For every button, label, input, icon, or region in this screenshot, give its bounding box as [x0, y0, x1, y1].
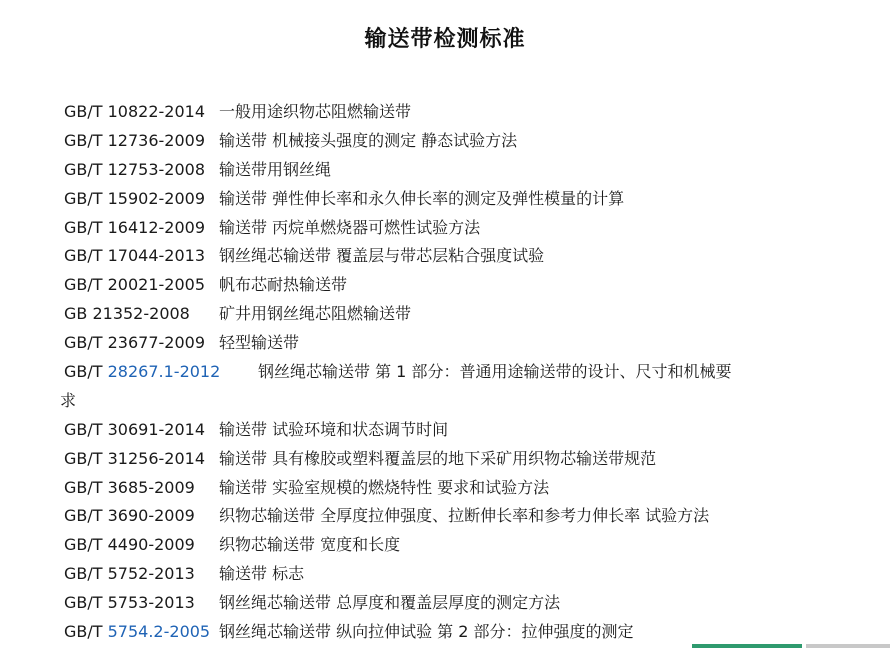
standard-row: [0, 127, 890, 156]
standard-code: [64, 358, 221, 387]
standard-title: 输送带 标志: [219, 564, 305, 584]
standard-code-prefix: GB/T 12753-2008: [64, 159, 206, 179]
standard-title: 钢丝绳芯输送带 覆盖层与带芯层粘合强度试验: [219, 246, 545, 266]
standard-row: [0, 589, 890, 618]
standard-code: [64, 127, 214, 156]
standard-code-prefix: GB/T 31256-2014: [64, 448, 206, 468]
standard-title: 织物芯输送带 宽度和长度: [219, 535, 401, 555]
standard-row: [0, 242, 890, 271]
standard-title: 织物芯输送带 全厚度拉伸强度、拉断伸长率和参考力伸长率 试验方法: [219, 506, 710, 526]
standard-code-prefix: GB/T 4490-2009: [64, 535, 195, 555]
standard-code: [64, 300, 214, 329]
standard-code: [64, 618, 214, 647]
standard-code: [64, 416, 214, 445]
standards-list: [0, 98, 890, 647]
standard-row: [0, 156, 890, 185]
standard-title: 钢丝绳芯输送带 第 1 部分：普通用途输送带的设计、尺寸和机械要: [258, 362, 732, 382]
standard-code-prefix: GB/T 12736-2009: [64, 130, 206, 150]
standard-row: [0, 618, 890, 647]
standard-row: [0, 300, 890, 329]
standard-title: 钢丝绳芯输送带 纵向拉伸试验 第 2 部分：拉伸强度的测定: [219, 622, 634, 642]
standard-code: [64, 589, 214, 618]
standard-code-prefix: GB/T 17044-2013: [64, 246, 206, 266]
standard-title: 轻型输送带: [219, 333, 300, 353]
standard-row: [0, 502, 890, 531]
standard-row: [0, 271, 890, 300]
standard-code-link[interactable]: 5754.2-2005: [107, 622, 211, 642]
standard-row: [0, 358, 890, 416]
standard-code: [64, 474, 214, 503]
standard-code-prefix: GB/T 30691-2014: [64, 419, 206, 439]
standard-code-prefix: GB/T 23677-2009: [64, 333, 206, 353]
standard-title: 输送带 实验室规模的燃烧特性 要求和试验方法: [219, 477, 550, 497]
standard-code-link[interactable]: 28267.1-2012: [107, 362, 221, 382]
standard-row: [0, 214, 890, 243]
footer-divider-gray: [806, 644, 890, 648]
standard-code-prefix: GB/T 16412-2009: [64, 217, 206, 237]
standard-title: 输送带 丙烷单燃烧器可燃性试验方法: [219, 217, 481, 237]
standard-title: 帆布芯耐热输送带: [219, 275, 348, 295]
standard-row: [0, 185, 890, 214]
standard-title: 输送带 具有橡胶或塑料覆盖层的地下采矿用织物芯输送带规范: [219, 448, 657, 468]
standard-code-prefix: GB/T 10822-2014: [64, 102, 206, 121]
standard-code: [64, 185, 214, 214]
standard-row: [0, 474, 890, 503]
page-title: 输送带检测标准: [364, 27, 526, 52]
standard-title: 输送带用钢丝绳: [219, 159, 332, 179]
standard-code: [64, 242, 214, 271]
standard-code: [64, 329, 214, 358]
standard-title: 矿井用钢丝绳芯阻燃输送带: [219, 304, 412, 324]
standard-code-prefix: GB/T 3690-2009: [64, 506, 195, 526]
standard-code-prefix: GB/T 5752-2013: [64, 564, 195, 584]
standard-code: [64, 214, 214, 243]
standard-code: [64, 445, 214, 474]
standard-row: [0, 531, 890, 560]
standard-code: [64, 271, 214, 300]
standard-code: [64, 560, 214, 589]
standard-row: [0, 445, 890, 474]
standard-code-prefix: GB/T 5753-2013: [64, 593, 195, 613]
standard-title: 输送带 弹性伸长率和永久伸长率的测定及弹性模量的计算: [219, 188, 625, 208]
standard-code: [64, 98, 214, 127]
footer-divider-green: [692, 644, 802, 648]
standard-title: 钢丝绳芯输送带 总厚度和覆盖层厚度的测定方法: [219, 593, 561, 613]
standard-row: [0, 98, 890, 127]
standard-code-prefix: GB/T 20021-2005: [64, 275, 206, 295]
standard-code: [64, 156, 214, 185]
standard-code-prefix: GB/T: [64, 362, 108, 382]
standard-title-continuation: 求: [60, 390, 77, 410]
standard-title: 输送带 试验环境和状态调节时间: [219, 419, 449, 439]
standard-code-prefix: GB/T: [64, 622, 108, 642]
standard-code-prefix: GB 21352-2008: [64, 304, 190, 324]
standard-title: 输送带 机械接头强度的测定 静态试验方法: [219, 130, 518, 150]
standard-row: [0, 329, 890, 358]
standard-row: [0, 560, 890, 589]
standard-title: 一般用途织物芯阻燃输送带: [219, 102, 412, 121]
standard-row: [0, 416, 890, 445]
standard-code-prefix: GB/T 15902-2009: [64, 188, 206, 208]
standard-code-prefix: GB/T 3685-2009: [64, 477, 195, 497]
standard-code: [64, 531, 214, 560]
standard-code: [64, 502, 214, 531]
